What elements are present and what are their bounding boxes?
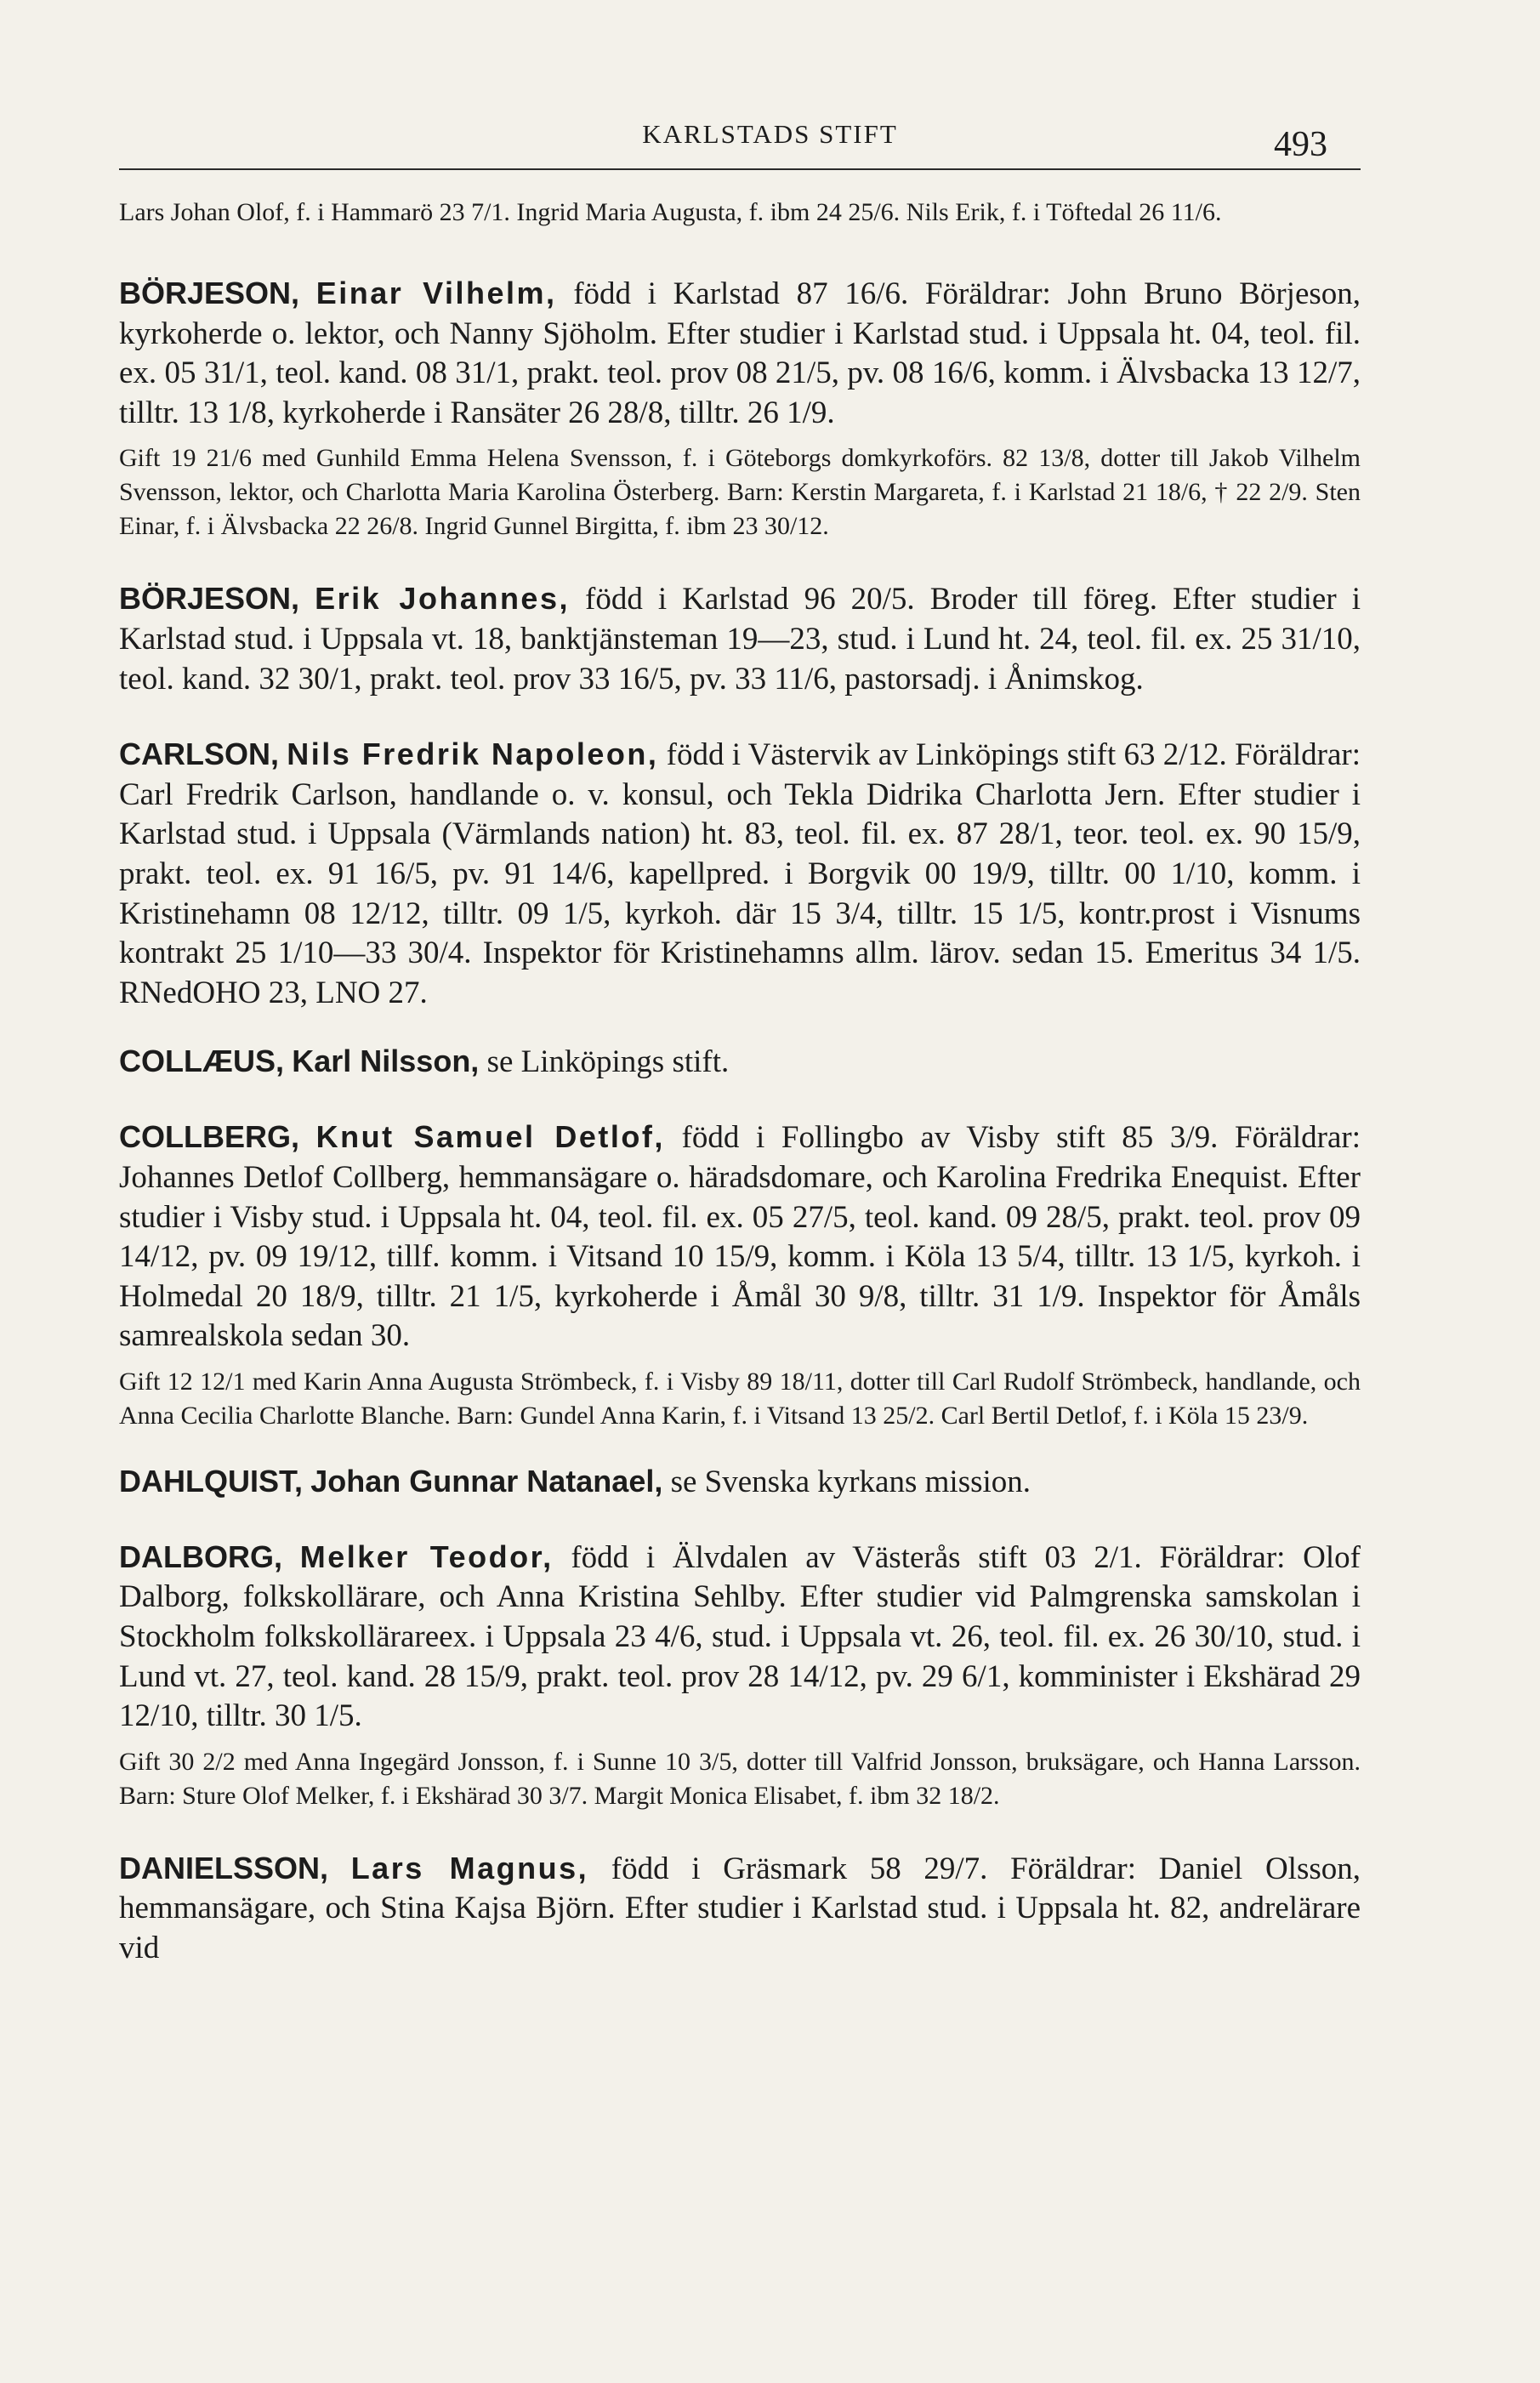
- entry-marriage: Gift 19 21/6 med Gunhild Emma Helena Svensson, f. i Göteborgs domkyrkoförs. 82 13/8, dotter till Jakob Vilhelm Svensson, lektor, och Charlotta Maria Karolina Österberg. Barn: Kerstin Margareta, f. i Karlstad 21 18/6, † 22 2/9. Sten Einar, f. i Älvsbacka 22 26/8. Ingrid Gunnel Birgitta, f. ibm 23 30/12.: [119, 444, 1361, 541]
- entry-given-names: Lars Magnus,: [350, 1850, 589, 1885]
- page-content: [119, 196, 1361, 1969]
- entry-surname: DAHLQUIST,: [119, 1463, 303, 1499]
- entry-danielsson: [119, 1849, 1361, 1969]
- entry-text: född i Västervik av Linköpings stift 63 2/12. Föräldrar: Carl Fredrik Carlson, handlande o. v. konsul, och Tekla Didrika Charlotta Jern. Efter studier i Karlstad stud. i Uppsala (Värmlands nation) ht. 83, teol. fil. ex. 87 28/1, teor. teol. ex. 90 15/9, prakt. teol. ex. 91 16/5, pv. 91 14/6, kapellpred. i Borgvik 00 19/9, tilltr. 00 1/10, komm. i Kristinehamn 08 12/12, tilltr. 09 1/5, kyrkoh. där 15 3/4, tilltr. 15 1/5, kontr.prost i Visnums kontrakt 25 1/10—33 30/4. Inspektor för Kristinehamns allm. lärov. sedan 15. Emeritus 34 1/5. RNedOHO 23, LNO 27.: [119, 737, 1361, 1010]
- entry-surname: BÖRJESON,: [119, 581, 300, 617]
- entry-surname: CARLSON,: [119, 737, 279, 772]
- entry-given-names: Nils Fredrik Napoleon,: [287, 737, 659, 772]
- entry-surname: DALBORG,: [119, 1538, 282, 1574]
- entry-text: född i Gräsmark 58 29/7. Föräldrar: Daniel Olsson, hemmansägare, och Stina Kajsa Björn. Efter studier i Karlstad stud. i Uppsala ht. 82, andrelärare vid: [119, 1851, 1361, 1966]
- entry-borjeson-einar: [119, 274, 1361, 543]
- entry-marriage: Gift 30 2/2 med Anna Ingegärd Jonsson, f. i Sunne 10 3/5, dotter till Valfrid Jonsson, bruksägare, och Hanna Larsson. Barn: Sture Olof Melker, f. i Ekshärad 30 3/7. Margit Monica Elisabet, f. ibm 32 18/2.: [119, 1747, 1361, 1810]
- entry-dalborg: [119, 1538, 1361, 1813]
- entry-surname: BÖRJESON,: [119, 276, 300, 310]
- entry-collberg: [119, 1118, 1361, 1433]
- running-head: KARLSTADS STIFT: [642, 119, 898, 149]
- entry-borjeson-erik: [119, 579, 1361, 699]
- entry-given-names: Knut Samuel Detlof,: [315, 1119, 665, 1155]
- entry-carlson: [119, 735, 1361, 1013]
- entry-given-names: Johan Gunnar Natanael,: [310, 1463, 663, 1499]
- header-rule: [119, 168, 1361, 170]
- entry-cross-reference: se Linköpings stift.: [486, 1044, 730, 1080]
- entry-given-names: Erik Johannes,: [315, 581, 570, 617]
- entry-marriage: Gift 12 12/1 med Karin Anna Augusta Strömbeck, f. i Visby 89 18/11, dotter till Carl Rudolf Strömbeck, handlande, och Anna Cecilia Charlotte Blanche. Barn: Gundel Anna Karin, f. i Vitsand 13 25/2. Carl Bertil Detlof, f. i Köla 15 23/9.: [119, 1367, 1361, 1430]
- page-number: 493: [1274, 125, 1327, 164]
- entry-text: född i Follingbo av Visby stift 85 3/9. Föräldrar: Johannes Detlof Collberg, hemmansägare o. häradsdomare, och Karolina Fredrika Enequist. Efter studier i Visby stud. i Uppsala ht. 04, teol. fil. ex. 05 27/5, teol. kand. 09 28/5, prakt. teol. prov 09 14/12, pv. 09 19/12, tillf. komm. i Vitsand 10 15/9, komm. i Köla 13 5/4, tilltr. 13 1/5, kyrkoh. i Holmedal 20 18/9, tilltr. 21 1/5, kyrkoherde i Åmål 30 9/8, tilltr. 31 1/9. Inspektor för Åmåls samrealskola sedan 30.: [119, 1120, 1361, 1354]
- entry-text: född i Älvdalen av Västerås stift 03 2/1. Föräldrar: Olof Dalborg, folkskollärare, och Anna Kristina Sehlby. Efter studier vid Palmgrenska samskolan i Stockholm folkskollärareex. i Uppsala 23 4/6, stud. i Uppsala vt. 26, teol. fil. ex. 26 30/10, stud. i Lund vt. 27, teol. kand. 28 15/9, prakt. teol. prov 28 14/12, pv. 29 6/1, komminister i Ekshärad 29 12/10, tilltr. 30 1/5.: [119, 1539, 1361, 1734]
- entry-surname: COLLÆUS,: [119, 1044, 284, 1079]
- entry-given-names: Melker Teodor,: [299, 1538, 554, 1574]
- continuation-text: Lars Johan Olof, f. i Hammarö 23 7/1. Ingrid Maria Augusta, f. ibm 24 25/6. Nils Erik, f. i Töftedal 26 11/6.: [119, 198, 1222, 226]
- entry-cross-reference: se Svenska kyrkans mission.: [670, 1464, 1031, 1499]
- entry-collaeus: [119, 1042, 1361, 1082]
- entry-dahlquist: [119, 1462, 1361, 1502]
- entry-given-names: Karl Nilsson,: [292, 1044, 480, 1079]
- entry-text: född i Karlstad 96 20/5. Broder till föreg. Efter studier i Karlstad stud. i Uppsala vt. 18, banktjänsteman 19—23, stud. i Lund ht. 24, teol. fil. ex. 25 31/10, teol. kand. 32 30/1, prakt. teol. prov 33 16/5, pv. 33 11/6, pastorsadj. i Ånimskog.: [119, 582, 1361, 697]
- entry-given-names: Einar Vilhelm,: [315, 276, 557, 310]
- entry-surname: DANIELSSON,: [119, 1850, 329, 1885]
- entry-text: född i Karlstad 87 16/6. Föräldrar: John Bruno Börjeson, kyrkoherde o. lektor, och Nanny Sjöholm. Efter studier i Karlstad stud. i Uppsala ht. 04, teol. fil. ex. 05 31/1, teol. kand. 08 31/1, prakt. teol. prov 08 21/5, pv. 08 16/6, komm. i Älvsbacka 13 12/7, tilltr. 13 1/8, kyrkoherde i Ransäter 26 28/8, tilltr. 26 1/9.: [119, 276, 1361, 430]
- entry-surname: COLLBERG,: [119, 1119, 299, 1155]
